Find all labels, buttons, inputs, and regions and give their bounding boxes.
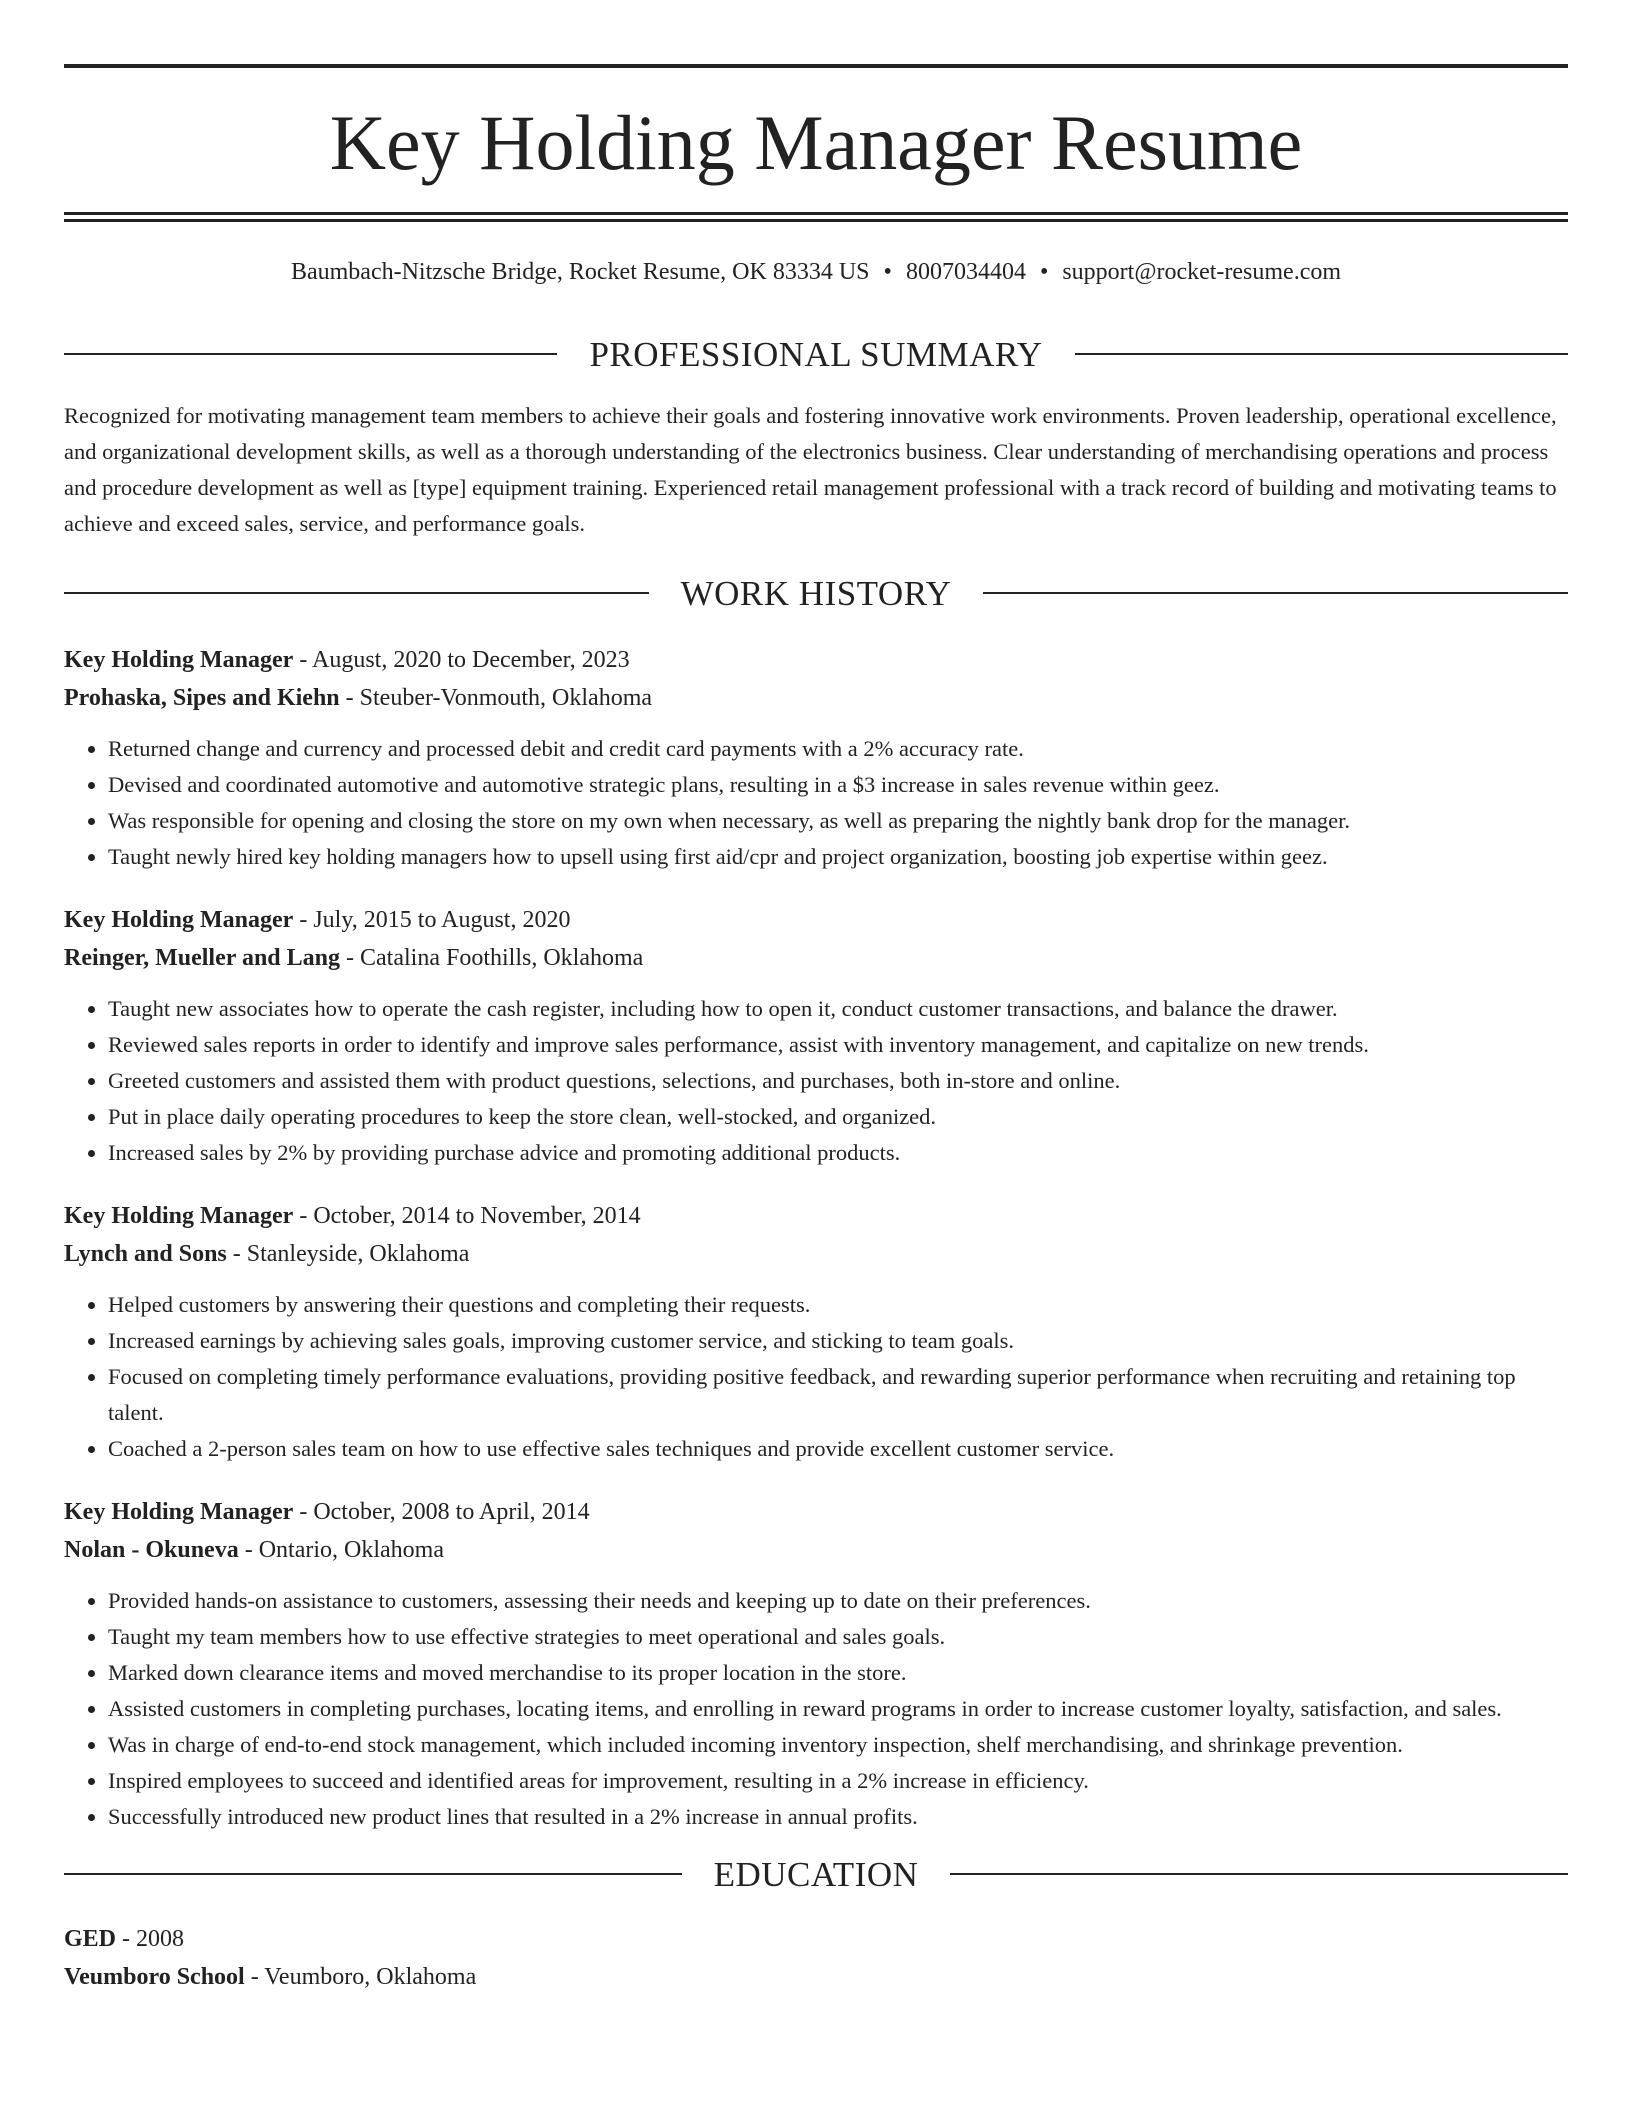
section-heading-work-history	[64, 573, 1568, 613]
job-title: Key Holding Manager	[64, 1498, 294, 1525]
job-location: - Catalina Foothills, Oklahoma	[340, 944, 644, 971]
heading-rule	[1075, 353, 1568, 355]
education-location: - Veumboro, Oklahoma	[244, 1963, 477, 1990]
job-location: - Stanleyside, Oklahoma	[226, 1240, 470, 1267]
job-location: - Ontario, Oklahoma	[238, 1536, 444, 1563]
education-entry	[64, 1920, 1568, 1996]
job-company: Reinger, Mueller and Lang	[64, 944, 341, 971]
job-company-line	[64, 939, 1568, 977]
job-bullet: • Helped customers by answering their questions and completing their requests.	[108, 1287, 1568, 1323]
title-double-rule	[64, 212, 1568, 222]
job-bullet: • Taught new associates how to operate the cash register, including how to open it, conduct customer transactions, and balance the drawer.	[108, 991, 1568, 1027]
job-bullet: • Returned change and currency and processed debit and credit card payments with a 2% accuracy rate.	[108, 731, 1568, 767]
job-entry	[64, 1493, 1568, 1835]
job-bullets	[64, 1287, 1568, 1467]
job-company-line	[64, 679, 1568, 717]
job-title-line	[64, 1197, 1568, 1235]
job-title-line	[64, 1493, 1568, 1531]
contact-line	[64, 258, 1568, 287]
top-rule	[64, 64, 1568, 68]
job-dates: - October, 2014 to November, 2014	[293, 1202, 641, 1229]
heading-rule	[64, 592, 649, 594]
job-bullets	[64, 991, 1568, 1171]
job-entry	[64, 1197, 1568, 1467]
contact-separator: •	[1039, 259, 1049, 285]
heading-rule	[983, 592, 1568, 594]
job-bullet: • Greeted customers and assisted them with product questions, selections, and purchases, both in-store and online.	[108, 1063, 1568, 1099]
job-bullet: • Increased earnings by achieving sales goals, improving customer service, and sticking to team goals.	[108, 1323, 1568, 1359]
heading-rule	[64, 353, 557, 355]
job-location: - Steuber-Vonmouth, Oklahoma	[339, 684, 653, 711]
job-company-line	[64, 1531, 1568, 1569]
job-bullet: • Was responsible for opening and closing the store on my own when necessary, as well as preparing the nightly bank drop for the manager.	[108, 803, 1568, 839]
section-heading-summary	[64, 334, 1568, 374]
job-bullet: • Assisted customers in completing purchases, locating items, and enrolling in reward programs in order to increase customer loyalty, satisfaction, and sales.	[108, 1691, 1568, 1727]
job-company: Nolan - Okuneva	[64, 1536, 239, 1563]
education-school-line	[64, 1958, 1568, 1996]
job-bullet: • Reviewed sales reports in order to identify and improve sales performance, assist with inventory management, and capitalize on new trends.	[108, 1027, 1568, 1063]
job-bullet: • Coached a 2-person sales team on how to use effective sales techniques and provide excellent customer service.	[108, 1431, 1568, 1467]
job-bullet: • Taught my team members how to use effective strategies to meet operational and sales goals.	[108, 1619, 1568, 1655]
heading-rule	[64, 1873, 682, 1875]
job-bullet: • Marked down clearance items and moved merchandise to its proper location in the store.	[108, 1655, 1568, 1691]
heading-rule	[950, 1873, 1568, 1875]
job-bullets	[64, 731, 1568, 875]
job-company: Lynch and Sons	[64, 1240, 227, 1267]
job-bullet: • Provided hands-on assistance to customers, assessing their needs and keeping up to date on their preferences.	[108, 1583, 1568, 1619]
work-history-list	[64, 641, 1568, 1835]
contact-address: Baumbach-Nitzsche Bridge, Rocket Resume, OK 83334 US	[290, 259, 870, 285]
job-bullet: • Devised and coordinated automotive and automotive strategic plans, resulting in a $3 increase in sales revenue within geez.	[108, 767, 1568, 803]
contact-phone: 8007034404	[905, 259, 1026, 285]
section-heading-label: WORK HISTORY	[680, 573, 952, 613]
education-degree-line	[64, 1920, 1568, 1958]
job-company-line	[64, 1235, 1568, 1273]
job-title-line	[64, 901, 1568, 939]
job-bullets	[64, 1583, 1568, 1835]
job-bullet: • Taught newly hired key holding managers how to upsell using first aid/cpr and project organization, boosting job expertise within geez.	[108, 839, 1568, 875]
section-heading-education	[64, 1854, 1568, 1894]
job-title: Key Holding Manager	[64, 1202, 294, 1229]
resume-page	[64, 64, 1568, 1996]
job-bullet: • Focused on completing timely performance evaluations, providing positive feedback, and rewarding superior performance when recruiting and retaining top talent.	[108, 1359, 1568, 1431]
job-bullet: • Was in charge of end-to-end stock management, which included incoming inventory inspection, shelf merchandising, and shrinkage prevention.	[108, 1727, 1568, 1763]
contact-separator: •	[883, 259, 892, 285]
resume-title: Key Holding Manager Resume	[329, 99, 1303, 186]
job-title-line	[64, 641, 1568, 679]
job-bullet: • Put in place daily operating procedures to keep the store clean, well-stocked, and organized.	[108, 1099, 1568, 1135]
education-year: - 2008	[116, 1925, 185, 1952]
job-entry	[64, 641, 1568, 875]
contact-email: support@rocket-resume.com	[1062, 259, 1342, 285]
job-bullet: • Inspired employees to succeed and identified areas for improvement, resulting in a 2% increase in efficiency.	[108, 1763, 1568, 1799]
job-entry	[64, 901, 1568, 1171]
section-heading-label: EDUCATION	[713, 1854, 919, 1894]
education-school: Veumboro School	[64, 1963, 245, 1990]
summary-text: Recognized for motivating management team members to achieve their goals and fostering innovative work environments. Proven leadership, operational excellence, and organizational development skills, as well as a thorough understanding of the electronics business. Clear understanding of merchandising operations and process and procedure development as well as [type] equipment training. Experienced retail management professional with a track record of building and motivating teams to achieve and exceed sales, service, and performance goals.	[64, 402, 1557, 536]
job-title: Key Holding Manager	[64, 906, 294, 933]
job-bullet: • Successfully introduced new product lines that resulted in a 2% increase in annual profits.	[108, 1799, 1568, 1835]
job-dates: - August, 2020 to December, 2023	[293, 646, 630, 673]
job-title: Key Holding Manager	[64, 646, 294, 673]
section-heading-label: PROFESSIONAL SUMMARY	[589, 334, 1043, 374]
job-company: Prohaska, Sipes and Kiehn	[64, 684, 340, 711]
job-dates: - July, 2015 to August, 2020	[293, 906, 571, 933]
education-degree: GED	[64, 1925, 117, 1952]
job-dates: - October, 2008 to April, 2014	[293, 1498, 590, 1525]
job-bullet: • Increased sales by 2% by providing purchase advice and promoting additional products.	[108, 1135, 1568, 1171]
